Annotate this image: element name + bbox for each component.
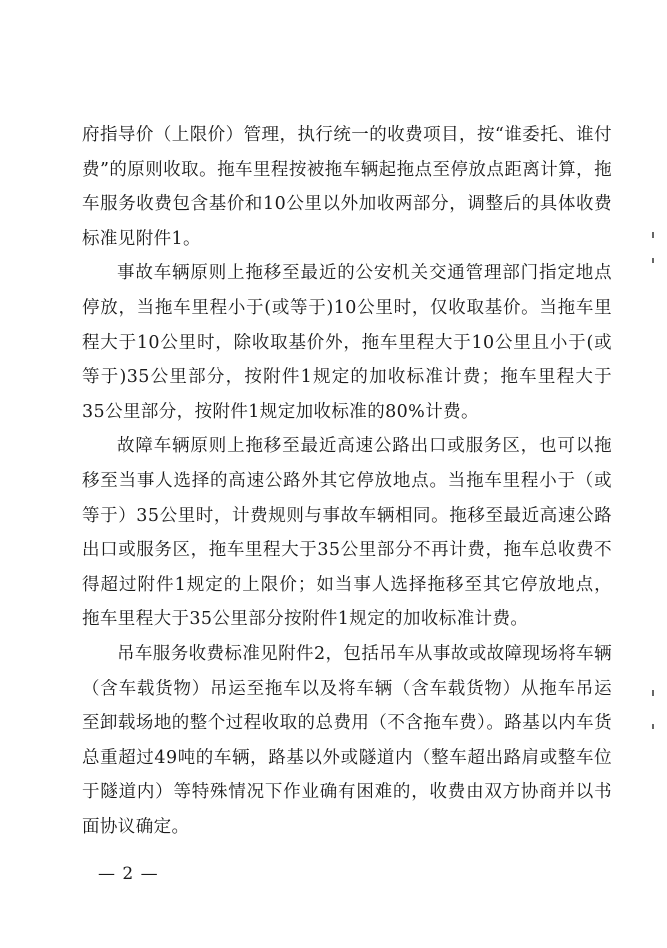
scan-margin-mark [652,258,654,263]
page-number: — 2 — [98,864,159,884]
paragraph-crane-service: 吊车服务收费标准见附件2，包括吊车从事故或故障现场将车辆（含车载货物）吊运至拖车以及将车辆（含车载货物）从拖车吊运至卸载场地的整个过程收取的总费用（不含拖车费）。路基以内车货总重超过49吨的车辆，路基以外或隧道内（整车超出路肩或整车位于隧道内）等特殊情况下作业确有困难的，收费由双方协商并以书面协议确定。 [82,643,612,837]
scan-margin-mark [652,724,654,729]
paragraph-continuation: 府指导价（上限价）管理，执行统一的收费项目，按“谁委托、谁付费”的原则收取。拖车里程按被拖车辆起拖点至停放点距离计算，拖车服务收费包含基价和10公里以外加收两部分，调整后的具体收费标准见附件1。 [82,125,612,249]
paragraph-accident-vehicles: 事故车辆原则上拖移至最近的公安机关交通管理部门指定地点停放，当拖车里程小于(或等于)10公里时，仅收取基价。当拖车里程大于10公里时，除收取基价外，拖车里程大于10公里且小于(或等于)35公里部分，按附件1规定的加收标准计费；拖车里程大于35公里部分，按附件1规定加收标准的80%计费。 [82,263,612,422]
scan-margin-mark [652,232,654,238]
paragraph-breakdown-vehicles: 故障车辆原则上拖移至最近高速公路出口或服务区，也可以拖移至当事人选择的高速公路外其它停放地点。当拖车里程小于（或等于）35公里时，计费规则与事故车辆相同。拖移至最近高速公路出口或服务区，拖车里程大于35公里部分不再计费，拖车总收费不得超过附件1规定的上限价；如当事人选择拖移至其它停放地点，拖车里程大于35公里部分按附件1规定的加收标准计费。 [82,436,612,630]
document-body [82,118,612,844]
scan-margin-mark [652,690,654,696]
